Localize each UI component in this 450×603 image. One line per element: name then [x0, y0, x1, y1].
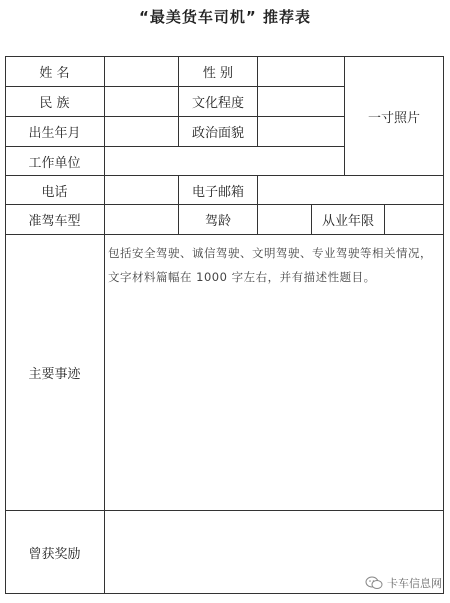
phone-label: 电话	[41, 184, 68, 200]
table-border-bottom	[5, 593, 444, 594]
gender-label: 性 别	[202, 66, 234, 81]
driving-age-label: 驾龄	[204, 214, 231, 229]
birth-label: 出生年月	[28, 126, 81, 141]
email-label: 电子邮箱	[191, 184, 244, 200]
name-label: 姓 名	[39, 66, 70, 81]
wechat-icon	[365, 576, 383, 590]
photo-box[interactable]: 一寸照片	[367, 110, 420, 126]
driving-age-field[interactable]	[258, 205, 311, 234]
political-label: 政治面貌	[191, 126, 244, 141]
vehicle-type-field[interactable]	[105, 205, 178, 234]
watermark-text: 卡车信息网	[387, 577, 442, 590]
years-in-industry-label: 从业年限	[321, 214, 374, 229]
phone-field[interactable]	[105, 176, 178, 204]
ethnicity-label: 民 族	[39, 96, 70, 111]
years-in-industry-field[interactable]	[385, 205, 443, 234]
name-field[interactable]	[105, 57, 178, 86]
birth-field[interactable]	[105, 117, 178, 146]
education-label: 文化程度	[191, 96, 244, 111]
vehicle-type-label: 准驾车型	[28, 214, 81, 229]
watermark	[365, 575, 442, 591]
workplace-label: 工作单位	[28, 155, 81, 171]
email-field[interactable]	[258, 176, 443, 204]
education-field[interactable]	[258, 87, 344, 116]
table-border-right	[443, 56, 444, 594]
gender-field[interactable]	[258, 57, 344, 86]
awards-label: 曾获奖励	[28, 546, 81, 562]
workplace-field[interactable]	[105, 147, 344, 175]
ethnicity-field[interactable]	[105, 87, 178, 116]
political-field[interactable]	[258, 117, 344, 146]
achievements-hint: 包括安全驾驶、诚信驾驶、文明驾驶、专业驾驶等相关情况，文字材料篇幅在 1000 字左右，并有描述性题目。	[108, 246, 432, 284]
page-title: “最美货车司机” 推荐表	[139, 8, 311, 26]
achievements-label: 主要事迹	[28, 367, 81, 382]
